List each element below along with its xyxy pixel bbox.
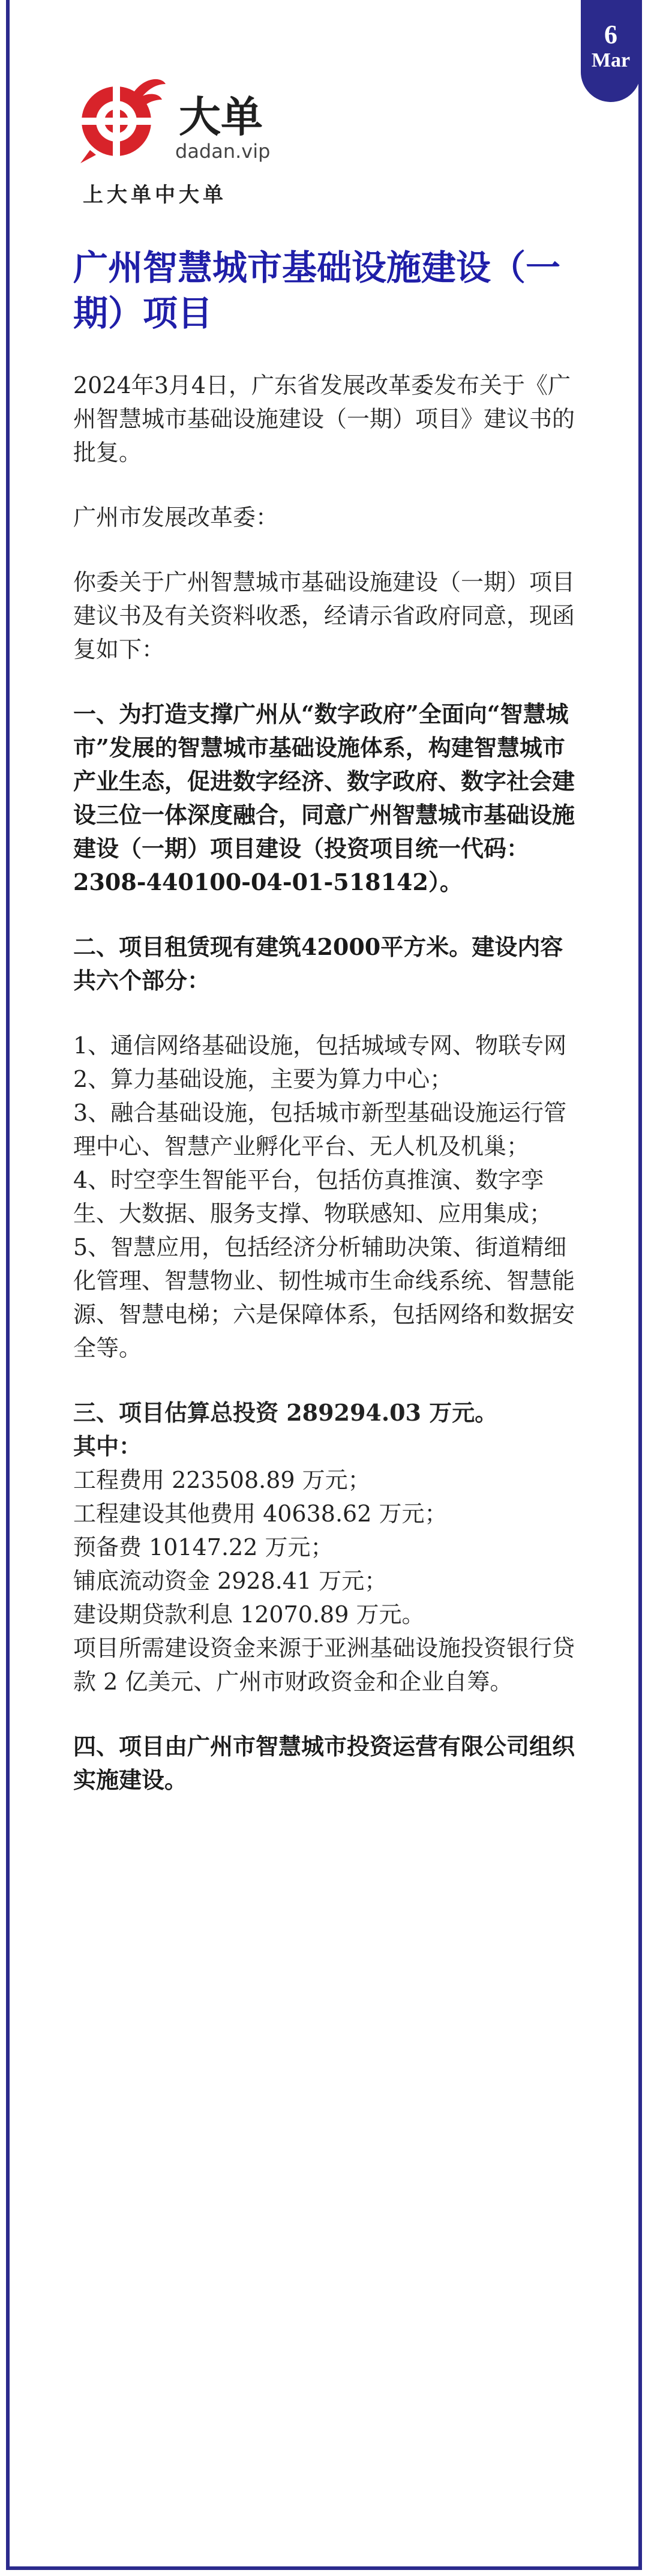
dadan-logo-icon	[72, 71, 168, 167]
breakdown-heading: 其中：	[73, 1433, 142, 1460]
brand-logo	[72, 71, 300, 215]
list-item: 工程费用 223508.89 万元；	[73, 1467, 371, 1493]
list-item: 4、时空孪生智能平台，包括仿真推演、数字孪生、大数据、服务支撑、物联感知、应用集成；	[73, 1167, 553, 1227]
list-item: 2、算力基础设施，主要为算力中心；	[73, 1066, 453, 1092]
investment-block	[73, 1396, 581, 1699]
list-item: 建设期贷款利息 12070.89 万元。	[73, 1601, 425, 1628]
preface-paragraph: 你委关于广州智慧城市基础设施建设（一期）项目建议书及有关资料收悉，经请示省政府同意，现函复如下：	[73, 569, 575, 663]
article	[73, 245, 581, 1797]
intro-paragraph: 2024年3月4日，广东省发展改革委发布关于《广州智慧城市基础设施建设（一期）项目》建议书的批复。	[73, 372, 575, 466]
article-title: 广州智慧城市基础设施建设（一期）项目	[73, 247, 561, 334]
section-2: 二、项目租赁现有建筑42000平方米。建设内容共六个部分：	[73, 933, 563, 994]
date-month: Mar	[591, 49, 631, 71]
section-3: 三、项目估算总投资 289294.03 万元。	[73, 1399, 498, 1426]
date-day: 6	[604, 20, 617, 49]
construction-items	[73, 1029, 581, 1365]
list-item: 3、融合基础设施，包括城市新型基础设施运行管理中心、智慧产业孵化平台、无人机及机巢；	[73, 1100, 567, 1160]
list-item: 工程建设其他费用 40638.62 万元；	[73, 1500, 448, 1527]
addressee: 广州市发展改革委：	[73, 504, 279, 531]
list-item: 预备费 10147.22 万元；	[73, 1534, 334, 1560]
logo-slogan: 上大单中大单	[83, 183, 227, 207]
list-item: 铺底流动资金 2928.41 万元；	[73, 1568, 388, 1594]
funding-note: 项目所需建设资金来源于亚洲基础设施投资银行贷款 2 亿美元、广州市财政资金和企业自筹。	[73, 1635, 575, 1695]
section-1: 一、为打造支撑广州从“数字政府”全面向“智慧城市”发展的智慧城市基础设施体系，构建智慧城市产业生态，促进数字经济、数字政府、数字社会建设三位一体深度融合，同意广州智慧城市基础设施建设（一期）项目建设（投资项目统一代码：2308-440100-04-01-518142）。	[73, 700, 575, 895]
list-item: 1、通信网络基础设施，包括城域专网、物联专网	[73, 1032, 567, 1059]
section-4: 四、项目由广州市智慧城市投资运营有限公司组织实施建设。	[73, 1733, 575, 1793]
list-item: 5、智慧应用，包括经济分析辅助决策、街道精细化管理、智慧物业、韧性城市生命线系统、智慧能源、智慧电梯；六是保障体系，包括网络和数据安全等。	[73, 1234, 575, 1361]
logo-url: dadan.vip	[175, 140, 271, 163]
logo-name: 大单	[179, 92, 263, 142]
date-badge	[581, 0, 641, 102]
